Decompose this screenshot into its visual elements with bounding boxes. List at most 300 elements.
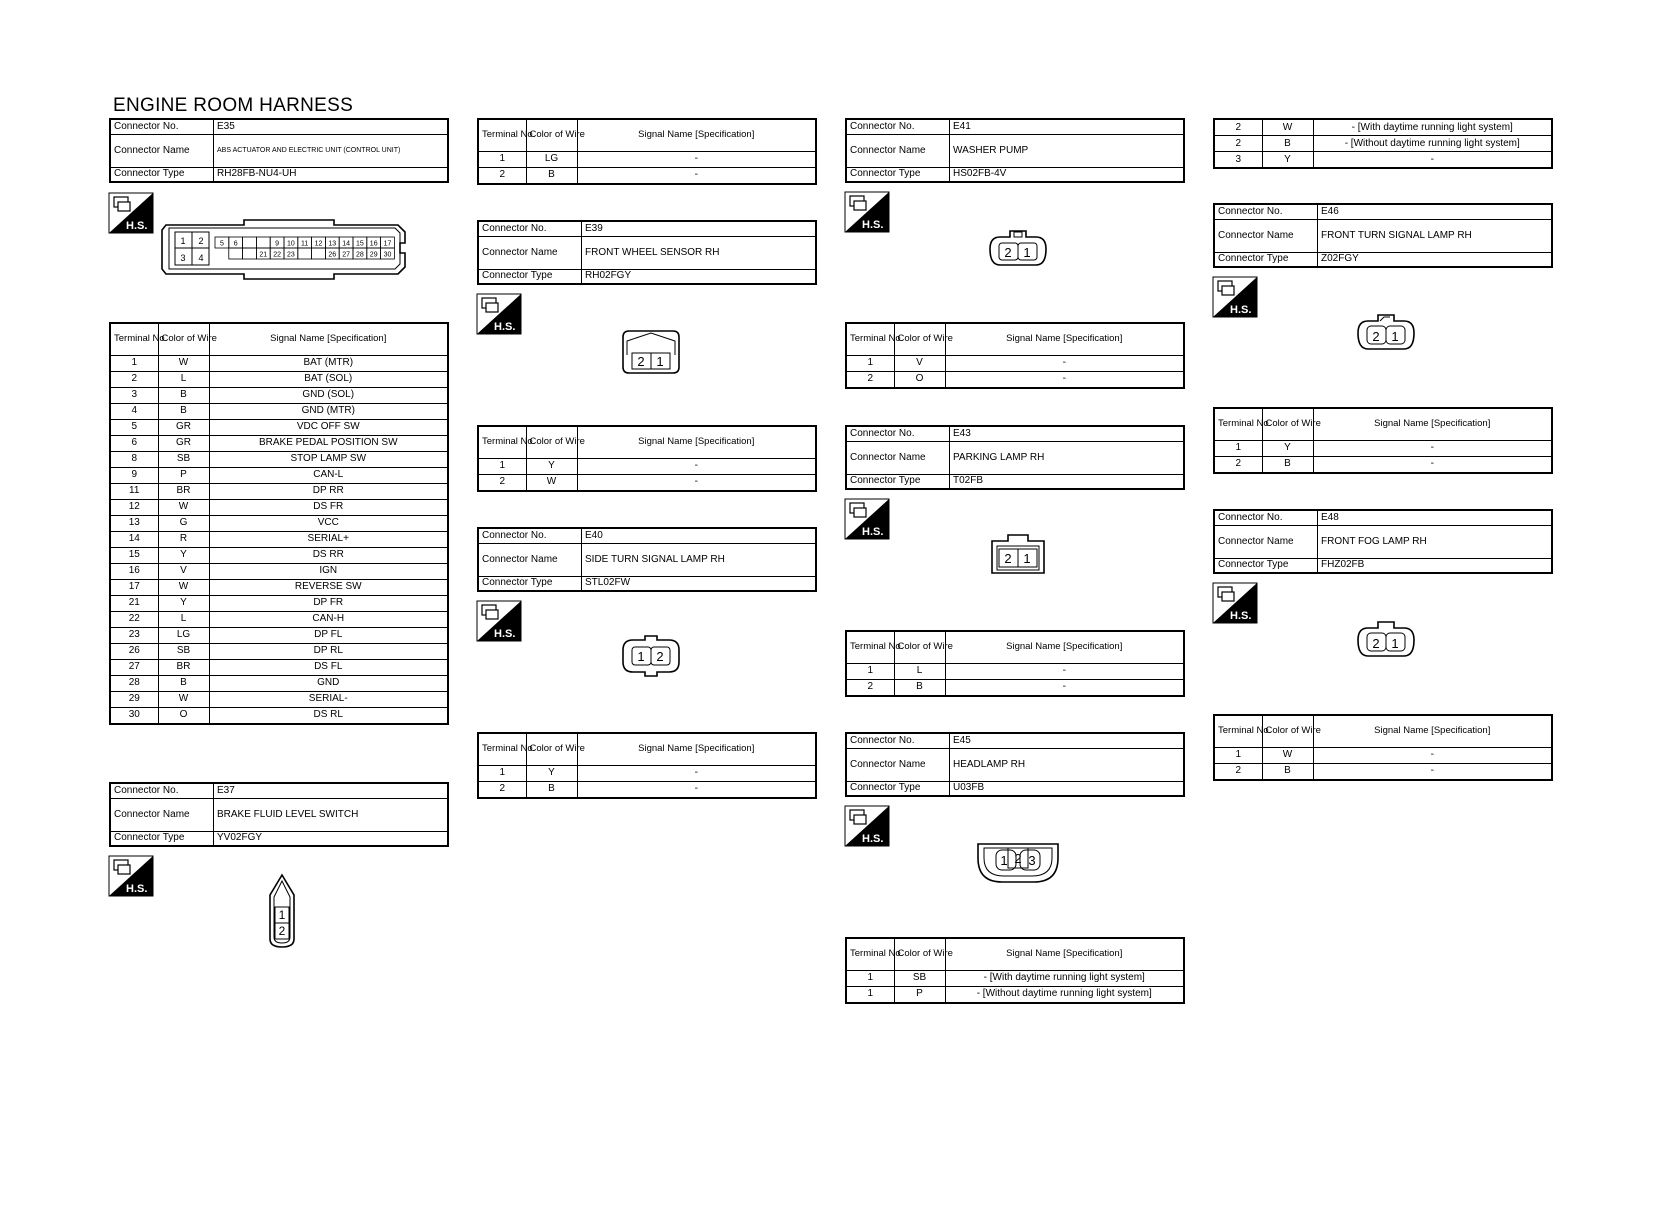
label-connector-type: Connector Type xyxy=(110,831,214,846)
connector-type: RH28FB-NU4-UH xyxy=(214,167,449,182)
signal-cell: BAT (MTR) xyxy=(209,355,448,371)
table-row xyxy=(1214,456,1552,473)
terminal-cell: 9 xyxy=(110,467,158,483)
signal-cell: DS RR xyxy=(209,547,448,563)
signal-cell: - xyxy=(1313,763,1552,780)
color-cell: Y xyxy=(1262,152,1313,169)
signal-cell: - xyxy=(945,355,1184,371)
connector-no: E48 xyxy=(1318,510,1553,525)
pin-cell xyxy=(298,248,312,259)
header-terminal: Terminal No. xyxy=(1214,408,1262,440)
color-cell: BR xyxy=(158,659,209,675)
pin-label: 15 xyxy=(356,240,364,248)
pin-label: 23 xyxy=(287,251,295,259)
header-signal: Signal Name [Specification] xyxy=(577,119,816,151)
harness-side-icon xyxy=(477,294,521,334)
connector-no: E35 xyxy=(214,119,449,134)
connector-info-e48 xyxy=(1213,509,1553,574)
terminal-cell: 22 xyxy=(110,611,158,627)
label-connector-name: Connector Name xyxy=(846,134,950,167)
connector-name: FRONT FOG LAMP RH xyxy=(1318,525,1553,558)
connector-no: E39 xyxy=(582,221,817,236)
header-terminal: Terminal No. xyxy=(478,733,526,765)
terminal-cell: 8 xyxy=(110,451,158,467)
color-cell: W xyxy=(158,499,209,515)
table-row xyxy=(478,474,816,491)
header-color: Color of Wire xyxy=(526,119,577,151)
label-connector-no: Connector No. xyxy=(478,221,582,236)
pin-cell xyxy=(243,248,257,259)
terminal-cell: 13 xyxy=(110,515,158,531)
terminal-cell: 1 xyxy=(110,355,158,371)
terminal-cell: 23 xyxy=(110,627,158,643)
color-cell: W xyxy=(1262,747,1313,763)
connector-info-e46 xyxy=(1213,203,1553,268)
harness-side-icon xyxy=(109,856,153,896)
signal-cell: - [Without daytime running light system] xyxy=(1313,136,1552,152)
connector-face-e37 xyxy=(264,873,300,949)
header-color: Color of Wire xyxy=(526,733,577,765)
pin-cell xyxy=(256,237,270,248)
color-cell: SB xyxy=(158,643,209,659)
pin-label: 16 xyxy=(369,240,378,248)
terminal-table-e46 xyxy=(1213,407,1553,474)
table-row xyxy=(478,765,816,781)
terminal-table-e45-continued xyxy=(1213,118,1553,169)
svg-text:H.S.: H.S. xyxy=(1230,610,1252,622)
terminal-cell: 1 xyxy=(846,986,894,1003)
terminal-cell: 3 xyxy=(110,387,158,403)
terminal-table-e48 xyxy=(1213,714,1553,781)
table-row xyxy=(1214,747,1552,763)
color-cell: Y xyxy=(1262,440,1313,456)
pin-label: 2 xyxy=(1372,329,1380,344)
pin-label: 1 xyxy=(637,649,645,664)
color-cell: G xyxy=(158,515,209,531)
connector-name: WASHER PUMP xyxy=(950,134,1185,167)
terminal-cell: 1 xyxy=(846,970,894,986)
pin-label: 1 xyxy=(1000,853,1008,868)
pin-label: 5 xyxy=(219,240,224,248)
connector-face-e40 xyxy=(619,634,683,678)
table-row xyxy=(110,403,448,419)
signal-cell: REVERSE SW xyxy=(209,579,448,595)
page-title: ENGINE ROOM HARNESS xyxy=(113,95,354,116)
table-row xyxy=(110,595,448,611)
signal-cell: DP RR xyxy=(209,483,448,499)
connector-info-e35 xyxy=(109,118,449,183)
color-cell: W xyxy=(526,474,577,491)
color-cell: GR xyxy=(158,435,209,451)
label-connector-no: Connector No. xyxy=(478,528,582,543)
color-cell: SB xyxy=(894,970,945,986)
terminal-table-e39 xyxy=(477,425,817,492)
color-cell: W xyxy=(1262,119,1313,136)
signal-cell: - xyxy=(1313,747,1552,763)
terminal-cell: 1 xyxy=(846,355,894,371)
label-connector-name: Connector Name xyxy=(846,748,950,781)
table-row xyxy=(846,663,1184,679)
table-row xyxy=(846,986,1184,1003)
harness-side-icon xyxy=(477,601,521,641)
connector-face-e43 xyxy=(990,533,1046,575)
connector-no: E40 xyxy=(582,528,817,543)
signal-cell: GND (SOL) xyxy=(209,387,448,403)
color-cell: B xyxy=(1262,136,1313,152)
terminal-table-e43 xyxy=(845,630,1185,697)
label-connector-no: Connector No. xyxy=(110,783,214,798)
signal-cell: - [Without daytime running light system] xyxy=(945,986,1184,1003)
pin-label: 1 xyxy=(1391,329,1399,344)
signal-cell: - [With daytime running light system] xyxy=(1313,119,1552,136)
table-row xyxy=(110,467,448,483)
terminal-cell: 3 xyxy=(1214,152,1262,169)
header-signal: Signal Name [Specification] xyxy=(209,323,448,355)
table-row xyxy=(110,499,448,515)
table-row xyxy=(1214,763,1552,780)
table-row xyxy=(478,167,816,184)
signal-cell: BRAKE PEDAL POSITION SW xyxy=(209,435,448,451)
svg-text:H.S.: H.S. xyxy=(862,526,884,538)
pin-label: 2 xyxy=(1014,851,1022,866)
table-row xyxy=(1214,440,1552,456)
pin-label: 29 xyxy=(369,251,378,259)
color-cell: W xyxy=(158,579,209,595)
color-cell: Y xyxy=(158,595,209,611)
table-row xyxy=(110,611,448,627)
svg-text:H.S.: H.S. xyxy=(126,220,148,232)
signal-cell: - xyxy=(945,663,1184,679)
color-cell: L xyxy=(894,663,945,679)
pin-label: 2 xyxy=(1372,636,1380,651)
header-color: Color of Wire xyxy=(894,323,945,355)
pin-label: 22 xyxy=(273,251,281,259)
connector-info-e37 xyxy=(109,782,449,847)
label-connector-no: Connector No. xyxy=(110,119,214,134)
signal-cell: CAN-L xyxy=(209,467,448,483)
signal-cell: DS RL xyxy=(209,707,448,724)
table-row xyxy=(110,515,448,531)
signal-cell: VCC xyxy=(209,515,448,531)
label-connector-name: Connector Name xyxy=(1214,525,1318,558)
table-row xyxy=(110,579,448,595)
color-cell: B xyxy=(526,167,577,184)
terminal-table-e45 xyxy=(845,937,1185,1004)
connector-no: E37 xyxy=(214,783,449,798)
table-row xyxy=(846,371,1184,388)
terminal-cell: 1 xyxy=(1214,440,1262,456)
color-cell: LG xyxy=(526,151,577,167)
pin-label: 14 xyxy=(342,240,350,248)
signal-cell: - [With daytime running light system] xyxy=(945,970,1184,986)
pin-label: 30 xyxy=(383,251,392,259)
label-connector-name: Connector Name xyxy=(110,798,214,831)
pin-label: 9 xyxy=(275,240,280,248)
header-terminal: Terminal No. xyxy=(478,119,526,151)
header-signal: Signal Name [Specification] xyxy=(577,733,816,765)
signal-cell: - xyxy=(1313,440,1552,456)
signal-cell: DS FR xyxy=(209,499,448,515)
signal-cell: BAT (SOL) xyxy=(209,371,448,387)
label-connector-type: Connector Type xyxy=(846,781,950,796)
pin-label: 28 xyxy=(356,251,364,259)
signal-cell: DP FL xyxy=(209,627,448,643)
connector-face-e41 xyxy=(986,229,1050,269)
color-cell: O xyxy=(894,371,945,388)
pin-label: 2 xyxy=(656,649,664,664)
color-cell: P xyxy=(894,986,945,1003)
label-connector-no: Connector No. xyxy=(1214,510,1318,525)
signal-cell: - xyxy=(577,474,816,491)
terminal-cell: 1 xyxy=(478,458,526,474)
terminal-cell: 14 xyxy=(110,531,158,547)
table-row xyxy=(110,355,448,371)
terminal-cell: 11 xyxy=(110,483,158,499)
harness-side-icon xyxy=(1213,583,1257,623)
svg-text:H.S.: H.S. xyxy=(862,833,884,845)
connector-no: E45 xyxy=(950,733,1185,748)
terminal-cell: 12 xyxy=(110,499,158,515)
terminal-cell: 1 xyxy=(1214,747,1262,763)
header-color: Color of Wire xyxy=(526,426,577,458)
connector-face-e39 xyxy=(619,327,683,377)
terminal-cell: 6 xyxy=(110,435,158,451)
color-cell: BR xyxy=(158,483,209,499)
harness-side-icon xyxy=(845,499,889,539)
signal-cell: - xyxy=(1313,456,1552,473)
header-terminal: Terminal No. xyxy=(478,426,526,458)
label-connector-no: Connector No. xyxy=(1214,204,1318,219)
svg-text:H.S.: H.S. xyxy=(494,321,516,333)
color-cell: Y xyxy=(526,765,577,781)
table-row xyxy=(478,781,816,798)
color-cell: SB xyxy=(158,451,209,467)
connector-face-e45 xyxy=(976,840,1060,884)
pin-label: 12 xyxy=(314,240,323,248)
terminal-cell: 2 xyxy=(478,474,526,491)
harness-side-icon xyxy=(1213,277,1257,317)
header-color: Color of Wire xyxy=(158,323,209,355)
connector-name: FRONT WHEEL SENSOR RH xyxy=(582,236,817,269)
connector-name: HEADLAMP RH xyxy=(950,748,1185,781)
connector-info-e39 xyxy=(477,220,817,285)
terminal-cell: 2 xyxy=(1214,763,1262,780)
header-terminal: Terminal No. xyxy=(1214,715,1262,747)
terminal-cell: 26 xyxy=(110,643,158,659)
connector-no: E43 xyxy=(950,426,1185,441)
harness-side-icon xyxy=(845,806,889,846)
pin-label: 1 xyxy=(1023,245,1031,260)
header-color: Color of Wire xyxy=(894,938,945,970)
table-row xyxy=(1214,119,1552,136)
connector-type: Z02FGY xyxy=(1318,252,1553,267)
table-row xyxy=(110,627,448,643)
pin-label: 6 xyxy=(233,240,238,248)
pin-label: 17 xyxy=(383,240,392,248)
color-cell: Y xyxy=(158,547,209,563)
connector-name: BRAKE FLUID LEVEL SWITCH xyxy=(214,798,449,831)
signal-cell: SERIAL+ xyxy=(209,531,448,547)
header-terminal: Terminal No. xyxy=(846,938,894,970)
header-signal: Signal Name [Specification] xyxy=(577,426,816,458)
table-row xyxy=(110,387,448,403)
terminal-cell: 30 xyxy=(110,707,158,724)
table-row xyxy=(110,659,448,675)
connector-name: ABS ACTUATOR AND ELECTRIC UNIT (CONTROL UNIT) xyxy=(214,134,449,167)
color-cell: L xyxy=(158,371,209,387)
terminal-cell: 4 xyxy=(110,403,158,419)
pin-label: 1 xyxy=(180,236,186,246)
table-row xyxy=(110,643,448,659)
label-connector-name: Connector Name xyxy=(1214,219,1318,252)
signal-cell: - xyxy=(945,371,1184,388)
svg-text:H.S.: H.S. xyxy=(126,883,148,895)
terminal-cell: 1 xyxy=(478,151,526,167)
label-connector-name: Connector Name xyxy=(478,236,582,269)
label-connector-type: Connector Type xyxy=(846,474,950,489)
signal-cell: STOP LAMP SW xyxy=(209,451,448,467)
header-color: Color of Wire xyxy=(1262,715,1313,747)
pin-label: 1 xyxy=(278,908,286,922)
table-row xyxy=(110,419,448,435)
color-cell: L xyxy=(158,611,209,627)
connector-name: FRONT TURN SIGNAL LAMP RH xyxy=(1318,219,1553,252)
connector-info-e40 xyxy=(477,527,817,592)
pin-label: 11 xyxy=(301,240,309,248)
connector-info-e43 xyxy=(845,425,1185,490)
header-terminal: Terminal No. xyxy=(110,323,158,355)
signal-cell: VDC OFF SW xyxy=(209,419,448,435)
connector-type: T02FB xyxy=(950,474,1185,489)
header-color: Color of Wire xyxy=(1262,408,1313,440)
terminal-table-e40 xyxy=(477,732,817,799)
pin-label: 27 xyxy=(342,251,350,259)
label-connector-type: Connector Type xyxy=(1214,252,1318,267)
signal-cell: GND xyxy=(209,675,448,691)
terminal-cell: 29 xyxy=(110,691,158,707)
connector-name: PARKING LAMP RH xyxy=(950,441,1185,474)
signal-cell: CAN-H xyxy=(209,611,448,627)
harness-side-icon xyxy=(109,193,153,233)
terminal-cell: 2 xyxy=(1214,136,1262,152)
pin-cell xyxy=(229,248,243,259)
connector-type: YV02FGY xyxy=(214,831,449,846)
signal-cell: - xyxy=(577,167,816,184)
signal-cell: SERIAL- xyxy=(209,691,448,707)
table-row xyxy=(478,151,816,167)
connector-face-e35 xyxy=(160,217,410,283)
terminal-cell: 2 xyxy=(478,781,526,798)
pin-label: 10 xyxy=(287,240,295,248)
terminal-cell: 28 xyxy=(110,675,158,691)
connector-type: HS02FB-4V xyxy=(950,167,1185,182)
pin-label: 3 xyxy=(180,253,186,263)
header-signal: Signal Name [Specification] xyxy=(1313,408,1552,440)
pin-label: 2 xyxy=(1004,551,1012,566)
table-row xyxy=(110,435,448,451)
color-cell: W xyxy=(158,691,209,707)
label-connector-no: Connector No. xyxy=(846,733,950,748)
connector-name: SIDE TURN SIGNAL LAMP RH xyxy=(582,543,817,576)
svg-text:H.S.: H.S. xyxy=(862,219,884,231)
terminal-cell: 2 xyxy=(1214,456,1262,473)
terminal-cell: 2 xyxy=(110,371,158,387)
label-connector-name: Connector Name xyxy=(478,543,582,576)
connector-type: U03FB xyxy=(950,781,1185,796)
color-cell: B xyxy=(894,679,945,696)
connector-face-e48 xyxy=(1354,620,1418,660)
signal-cell: - xyxy=(945,679,1184,696)
table-row xyxy=(1214,152,1552,169)
pin-label: 1 xyxy=(1023,551,1031,566)
terminal-table-e41 xyxy=(845,322,1185,389)
terminal-cell: 2 xyxy=(846,371,894,388)
terminal-cell: 16 xyxy=(110,563,158,579)
connector-type: RH02FGY xyxy=(582,269,817,284)
pin-label: 26 xyxy=(328,251,337,259)
signal-cell: DP FR xyxy=(209,595,448,611)
label-connector-no: Connector No. xyxy=(846,426,950,441)
table-row xyxy=(110,691,448,707)
header-signal: Signal Name [Specification] xyxy=(945,631,1184,663)
terminal-cell: 21 xyxy=(110,595,158,611)
terminal-cell: 15 xyxy=(110,547,158,563)
pin-cell xyxy=(243,237,257,248)
signal-cell: DS FL xyxy=(209,659,448,675)
svg-text:H.S.: H.S. xyxy=(494,628,516,640)
table-row xyxy=(846,970,1184,986)
header-signal: Signal Name [Specification] xyxy=(945,323,1184,355)
table-row xyxy=(1214,136,1552,152)
connector-no: E46 xyxy=(1318,204,1553,219)
pin-label: 13 xyxy=(328,240,337,248)
color-cell: B xyxy=(526,781,577,798)
signal-cell: - xyxy=(577,765,816,781)
color-cell: P xyxy=(158,467,209,483)
terminal-cell: 5 xyxy=(110,419,158,435)
pin-label: 2 xyxy=(637,354,645,369)
connector-info-e45 xyxy=(845,732,1185,797)
terminal-cell: 1 xyxy=(478,765,526,781)
table-row xyxy=(110,483,448,499)
terminal-table-e37 xyxy=(477,118,817,185)
pin-label: 4 xyxy=(198,253,204,263)
connector-type: FHZ02FB xyxy=(1318,558,1553,573)
signal-cell: IGN xyxy=(209,563,448,579)
table-row xyxy=(110,451,448,467)
color-cell: R xyxy=(158,531,209,547)
table-row xyxy=(110,707,448,724)
label-connector-name: Connector Name xyxy=(110,134,214,167)
table-row xyxy=(110,531,448,547)
pin-label: 2 xyxy=(278,924,286,938)
label-connector-type: Connector Type xyxy=(110,167,214,182)
label-connector-type: Connector Type xyxy=(478,576,582,591)
connector-no: E41 xyxy=(950,119,1185,134)
table-row xyxy=(110,563,448,579)
color-cell: V xyxy=(158,563,209,579)
color-cell: GR xyxy=(158,419,209,435)
table-row xyxy=(110,675,448,691)
signal-cell: - xyxy=(577,458,816,474)
color-cell: W xyxy=(158,355,209,371)
pin-label: 2 xyxy=(1004,245,1012,260)
header-color: Color of Wire xyxy=(894,631,945,663)
table-row xyxy=(110,547,448,563)
color-cell: B xyxy=(1262,456,1313,473)
color-cell: LG xyxy=(158,627,209,643)
label-connector-type: Connector Type xyxy=(478,269,582,284)
